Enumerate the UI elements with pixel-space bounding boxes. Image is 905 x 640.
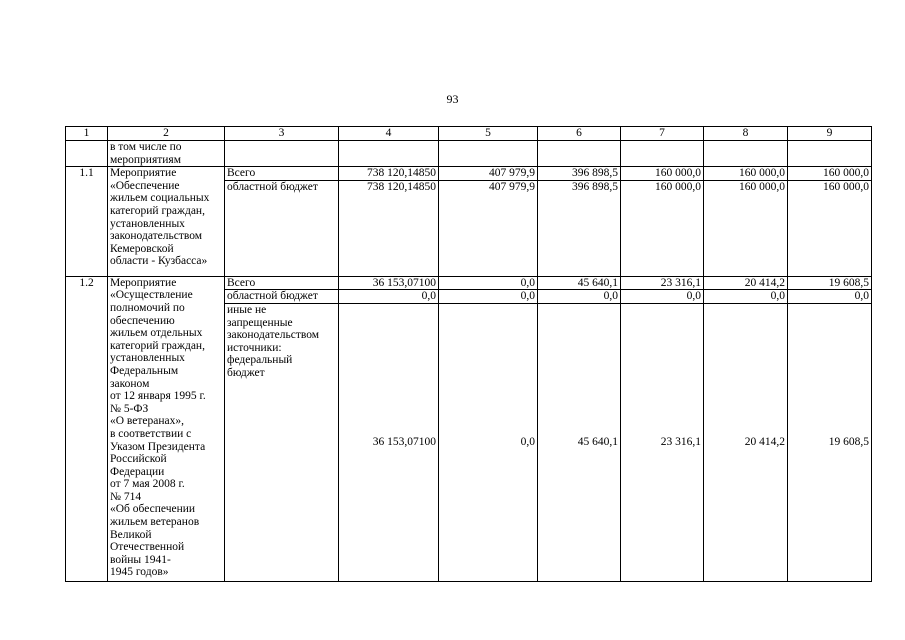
value-cell: 19 608,5 [788,303,872,581]
value-cell: 0,0 [704,290,788,304]
value-cell: 0,0 [439,290,538,304]
column-header: 9 [788,127,872,141]
value-cell: 45 640,1 [538,303,621,581]
value-cell: 23 316,1 [621,303,704,581]
value-cell: 160 000,0 [704,180,788,276]
column-header: 2 [108,127,225,141]
value-cell: 396 898,5 [538,180,621,276]
funding-source: иные не запрещенные законодательством источники: федеральный бюджет [225,303,339,581]
value-cell: 45 640,1 [538,276,621,290]
column-header: 5 [439,127,538,141]
value-cell: 160 000,0 [704,167,788,181]
column-header: 8 [704,127,788,141]
value-cell: 20 414,2 [704,276,788,290]
funding-source: Всего [225,276,339,290]
column-header: 7 [621,127,704,141]
page-number: 93 [446,92,459,106]
value-cell: 20 414,2 [704,303,788,581]
intro-row [66,141,872,167]
value-cell: 0,0 [439,276,538,290]
value-cell: 0,0 [439,303,538,581]
funding-source: Всего [225,167,339,181]
value-cell: 738 120,14850 [339,180,439,276]
table-row [66,167,872,181]
budget-table [65,126,872,582]
value-cell: 160 000,0 [621,180,704,276]
row-number: 1.2 [66,276,108,581]
value-cell: 160 000,0 [621,167,704,181]
value-cell: 738 120,14850 [339,167,439,181]
value-cell: 23 316,1 [621,276,704,290]
value-cell: 407 979,9 [439,167,538,181]
table-row [66,276,872,290]
intro-text: в том числе по мероприятиям [108,141,225,167]
value-cell: 36 153,07100 [339,276,439,290]
value-cell: 0,0 [621,290,704,304]
value-cell: 160 000,0 [788,180,872,276]
column-header: 4 [339,127,439,141]
value-cell: 19 608,5 [788,276,872,290]
measure-description: Мероприятие «Обеспечение жильем социальных категорий граждан, установленных законодательством Кемеровской области - Кузбасса» [108,167,225,277]
value-cell: 396 898,5 [538,167,621,181]
column-header: 1 [66,127,108,141]
value-cell: 0,0 [538,290,621,304]
column-header: 3 [225,127,339,141]
value-cell: 407 979,9 [439,180,538,276]
value-cell: 160 000,0 [788,167,872,181]
header-row [66,127,872,141]
row-number: 1.1 [66,167,108,277]
funding-source: областной бюджет [225,180,339,276]
measure-description: Мероприятие «Осуществление полномочий по обеспечению жильем отдельных категорий граждан, установленных Федеральным законом от 12 января 1995 г. № 5-ФЗ «О ветеранах», в соответствии с Указом Президента Российской Федерации от 7 мая 2008 г. № 714 «Об обеспечении жильем ветеранов Великой Отечественной войны 1941- 1945 годов» [108,276,225,581]
value-cell: 36 153,07100 [339,303,439,581]
funding-source: областной бюджет [225,290,339,304]
value-cell: 0,0 [339,290,439,304]
value-cell: 0,0 [788,290,872,304]
column-header: 6 [538,127,621,141]
